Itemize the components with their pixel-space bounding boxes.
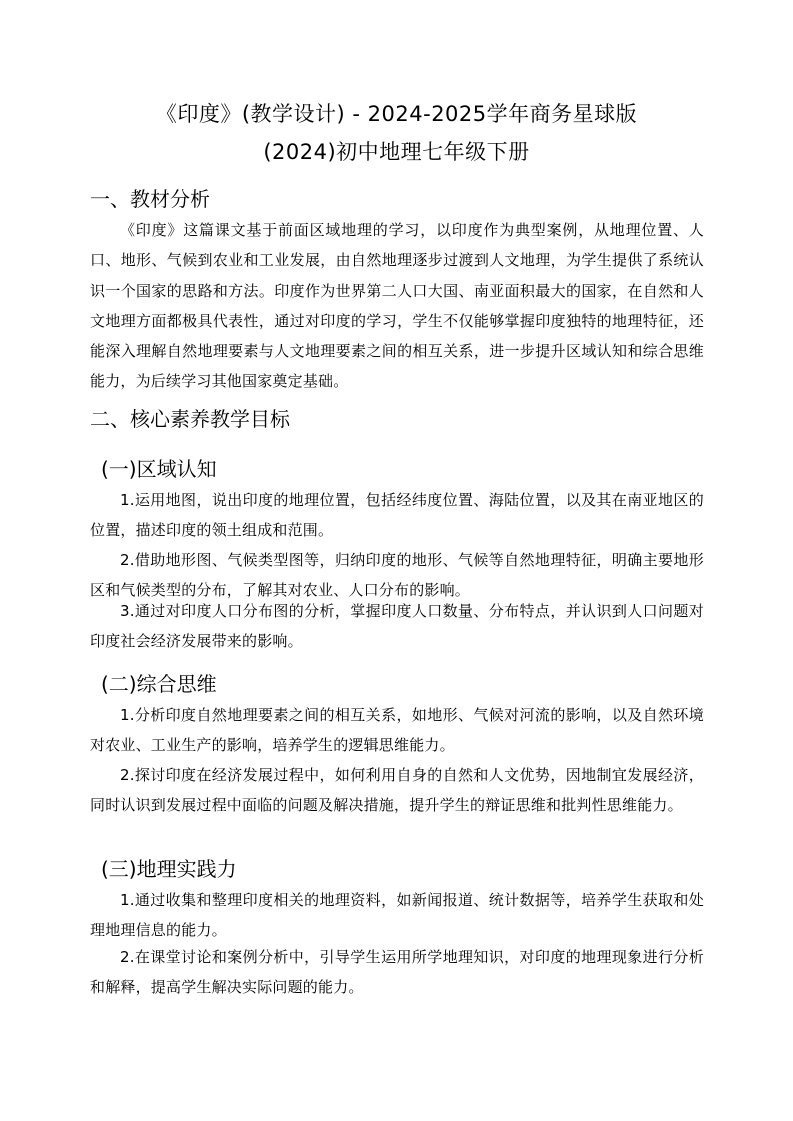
subsection-heading-geographic-practice: (三)地理实践力 <box>101 857 237 881</box>
regional-cognition-item-2: 2.借助地形图、气候类型图等，归纳印度的地形、气候等自然地理特征，明确主要地形区和气候类型的分布，了解其对农业、人口分布的影响。 <box>90 551 704 600</box>
geographic-practice-item-1: 1.通过收集和整理印度相关的地理资料，如新闻报道、统计数据等，培养学生获取和处理地理信息的能力。 <box>90 891 704 940</box>
teaching-material-analysis-paragraph: 《印度》这篇课文基于前面区域地理的学习，以印度作为典型案例，从地理位置、人口、地形、气候到农业和工业发展，由自然地理逐步过渡到人文地理，为学生提供了系统认识一个国家的思路和方法。印度作为世界第二人口大国、南亚面积最大的国家，在自然和人文地理方面都极具代表性，通过对印度的学习，学生不仅能够掌握印度独特的地理特征，还能深入理解自然地理要素与人文地理要素之间的相互关系，进一步提升区域认知和综合思维能力，为后续学习其他国家奠定基础。 <box>90 221 704 391</box>
comprehensive-thinking-item-2: 2.探讨印度在经济发展过程中，如何利用自身的自然和人文优势，因地制宜发展经济，同时认识到发展过程中面临的问题及解决措施，提升学生的辩证思维和批判性思维能力。 <box>90 766 704 815</box>
comprehensive-thinking-item-1: 1.分析印度自然地理要素之间的相互关系，如地形、气候对河流的影响，以及自然环境对农业、工业生产的影响，培养学生的逻辑思维能力。 <box>90 706 704 755</box>
document-title-line-2: (2024)初中地理七年级下册 <box>263 140 530 164</box>
document-title-line-1: 《印度》(教学设计) - 2024-2025学年商务星球版 <box>155 102 638 126</box>
regional-cognition-item-1: 1.运用地图，说出印度的地理位置，包括经纬度位置、海陆位置，以及其在南亚地区的位置，描述印度的领土组成和范围。 <box>90 491 704 540</box>
section-heading-core-literacy-goals: 二、核心素养教学目标 <box>90 407 290 431</box>
regional-cognition-item-3: 3.通过对印度人口分布图的分析，掌握印度人口数量、分布特点，并认识到人口问题对印度社会经济发展带来的影响。 <box>90 602 704 651</box>
geographic-practice-item-2: 2.在课堂讨论和案例分析中，引导学生运用所学地理知识，对印度的地理现象进行分析和解释，提高学生解决实际问题的能力。 <box>90 948 704 997</box>
subsection-heading-comprehensive-thinking: (二)综合思维 <box>101 672 217 696</box>
section-heading-teaching-material-analysis: 一、教材分析 <box>90 187 210 211</box>
subsection-heading-regional-cognition: (一)区域认知 <box>101 457 217 481</box>
